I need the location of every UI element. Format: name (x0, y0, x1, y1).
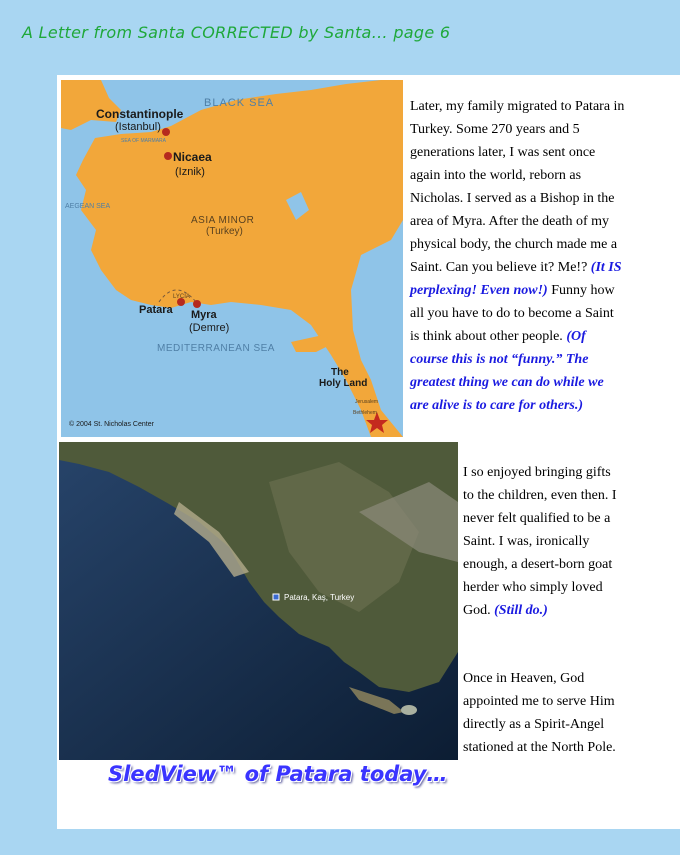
location-pin-icon (273, 594, 279, 600)
label-aegean-sea: AEGEAN SEA (65, 203, 111, 210)
label-mediterranean: MEDITERRANEAN SEA (157, 343, 275, 354)
label-copyright: © 2004 St. Nicholas Center (69, 421, 154, 428)
label-istanbul: (Istanbul) (115, 121, 161, 133)
label-iznik: (Iznik) (175, 166, 205, 178)
satellite-illustration (59, 442, 458, 760)
satellite-caption: SledView™ of Patara today… (108, 762, 448, 786)
p1-note-d: (Of course this is not “funny.” The greatest thing we can do while we are alive is to care for others.) (410, 329, 604, 413)
sat-island (401, 705, 417, 715)
p2-text-a: I so enjoyed bringing gifts to the children, even then. I never felt qualified to be a Saint. I was, ironically enough, a desert-born goat herder who simply loved God. (463, 465, 617, 618)
label-demre: (Demre) (189, 322, 230, 334)
label-holy-land-1: The (331, 367, 349, 378)
label-myra: Myra (191, 309, 217, 321)
label-jerusalem: Jerusalem (355, 399, 379, 405)
label-bethlehem: Bethlehem (353, 410, 377, 416)
label-sea-of-marmara: SEA OF MARMARA (121, 138, 167, 144)
label-asia-minor: ASIA MINOR (191, 215, 255, 226)
label-turkey: (Turkey) (206, 226, 243, 237)
p1-text-a: Later, my family migrated to Patara in Turkey. Some 270 years and 5 generations later, I was sent once again into the world, reborn as Nicholas. I served as a Bishop in the area of Myra. After the death of my physical body, the church made me a Saint. Can you believe it? Me!? (410, 99, 625, 275)
myra-marker (193, 300, 201, 308)
sat-place-label: Patara, Kaş, Turkey (284, 593, 355, 602)
page-header: A Letter from Santa CORRECTED by Santa… page 6 (22, 23, 451, 42)
label-lycia: LYCIA (173, 294, 190, 300)
map-illustration (61, 80, 403, 437)
p1-text-c: Funny how all you have to do to become a Saint is think about other people. (410, 283, 615, 344)
paragraph-1 (410, 95, 625, 417)
satellite-image (59, 442, 458, 760)
p1-note-b: (It IS perplexing! Even now!) (410, 260, 622, 298)
nicaea-marker (164, 152, 172, 160)
p3-text-a: Once in Heaven, God appointed me to serve Him directly as a Spirit-Angel stationed at the North Pole. (463, 671, 616, 755)
map-image (61, 80, 403, 437)
paragraph-2 (463, 461, 623, 622)
label-nicaea: Nicaea (173, 150, 212, 164)
p2-note-b: (Still do.) (494, 603, 548, 618)
label-black-sea: BLACK SEA (204, 97, 275, 109)
label-patara: Patara (139, 304, 173, 316)
paragraph-3 (463, 667, 623, 759)
constantinople-marker (162, 128, 170, 136)
label-holy-land-2: Holy Land (319, 378, 368, 389)
label-constantinople: Constantinople (96, 107, 184, 121)
